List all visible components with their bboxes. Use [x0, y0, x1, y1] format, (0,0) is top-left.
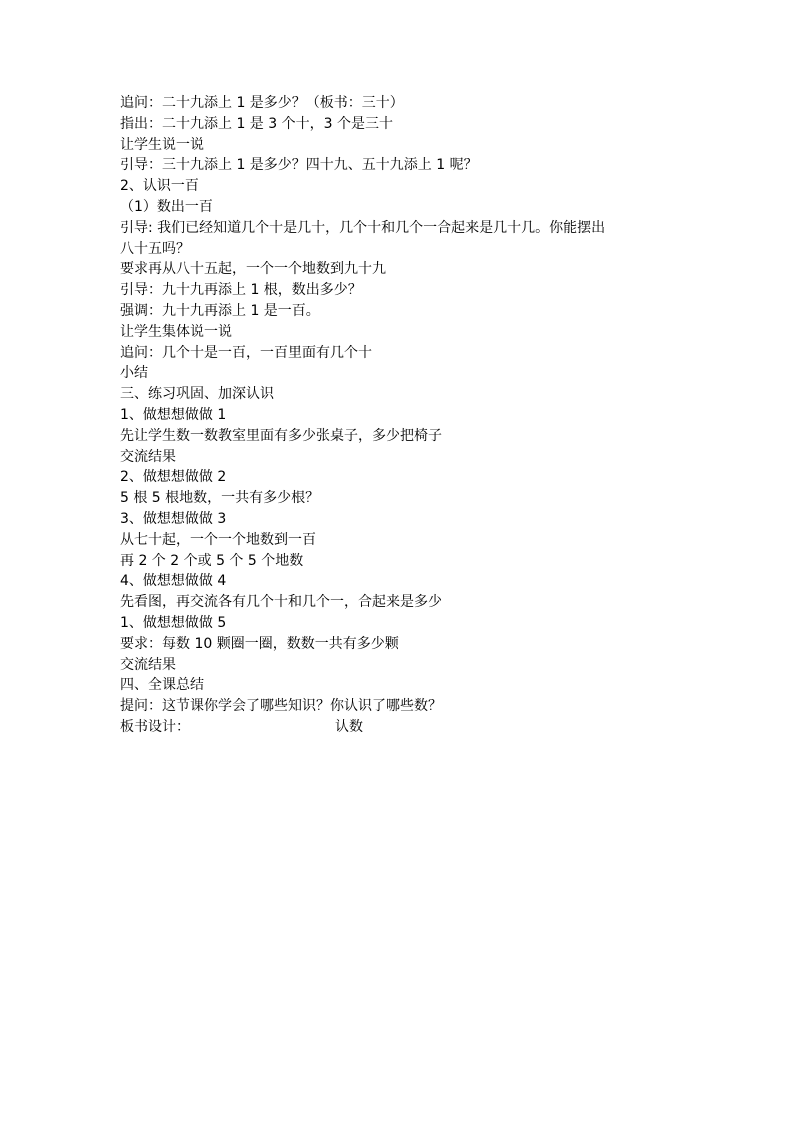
subsection-heading: （1）数出一百: [120, 198, 213, 215]
text-line: 从七十起，一个一个地数到一百: [120, 531, 316, 548]
text-line: 交流结果: [120, 448, 176, 465]
text-line: 追问：几个十是一百，一百里面有几个十: [120, 344, 372, 361]
text-line: 八十五吗？: [120, 240, 190, 257]
section-heading: 2、认识一百: [120, 178, 199, 195]
text-line: 强调：九十九再添上 1 是一百。: [120, 302, 320, 319]
exercise-heading: 3、做想想做做 3: [120, 510, 227, 527]
text-line: 引导：九十九再添上 1 根，数出多少？: [120, 282, 362, 299]
text-line: 引导: 我们已经知道几个十是几十，几个十和几个一合起来是几十几。你能摆出: [120, 219, 606, 236]
section-heading: 四、全课总结: [120, 677, 204, 694]
text-line: 追问：二十九添上 1 是多少？（板书：三十）: [120, 95, 404, 111]
text-line: 要求再从八十五起，一个一个地数到九十九: [120, 261, 386, 278]
text-line: 让学生集体说一说: [120, 323, 232, 340]
text-line: 先看图，再交流各有几个十和几个一，合起来是多少: [120, 594, 442, 611]
exercise-heading: 4、做想想做做 4: [120, 573, 227, 590]
board-design-label: 板书设计：: [120, 718, 190, 735]
text-line: 5 根 5 根地数，一共有多少根？: [120, 490, 320, 507]
text-line: 交流结果: [120, 656, 176, 673]
board-design-title: 认数: [335, 718, 363, 735]
text-line: 要求：每数 10 颗圈一圈，数数一共有多少颗: [120, 635, 399, 652]
exercise-heading: 1、做想想做做 1: [120, 406, 227, 423]
board-design-line: [120, 717, 680, 738]
exercise-heading: 1、做想想做做 5: [120, 614, 227, 631]
section-heading: 三、练习巩固、加深认识: [120, 386, 274, 403]
text-line: 先让学生数一数教室里面有多少张桌子，多少把椅子: [120, 427, 442, 444]
text-line: 小结: [120, 365, 148, 382]
document-body: [120, 93, 680, 738]
text-line: 引导：三十九添上 1 是多少？四十九、五十九添上 1 呢？: [120, 157, 478, 174]
text-line: 指出：二十九添上 1 是 3 个十，3 个是三十: [120, 115, 393, 132]
exercise-heading: 2、做想想做做 2: [120, 469, 227, 486]
text-line: 让学生说一说: [120, 136, 204, 153]
text-line: 再 2 个 2 个或 5 个 5 个地数: [120, 552, 304, 569]
text-line: 提问：这节课你学会了哪些知识？你认识了哪些数？: [120, 698, 442, 715]
